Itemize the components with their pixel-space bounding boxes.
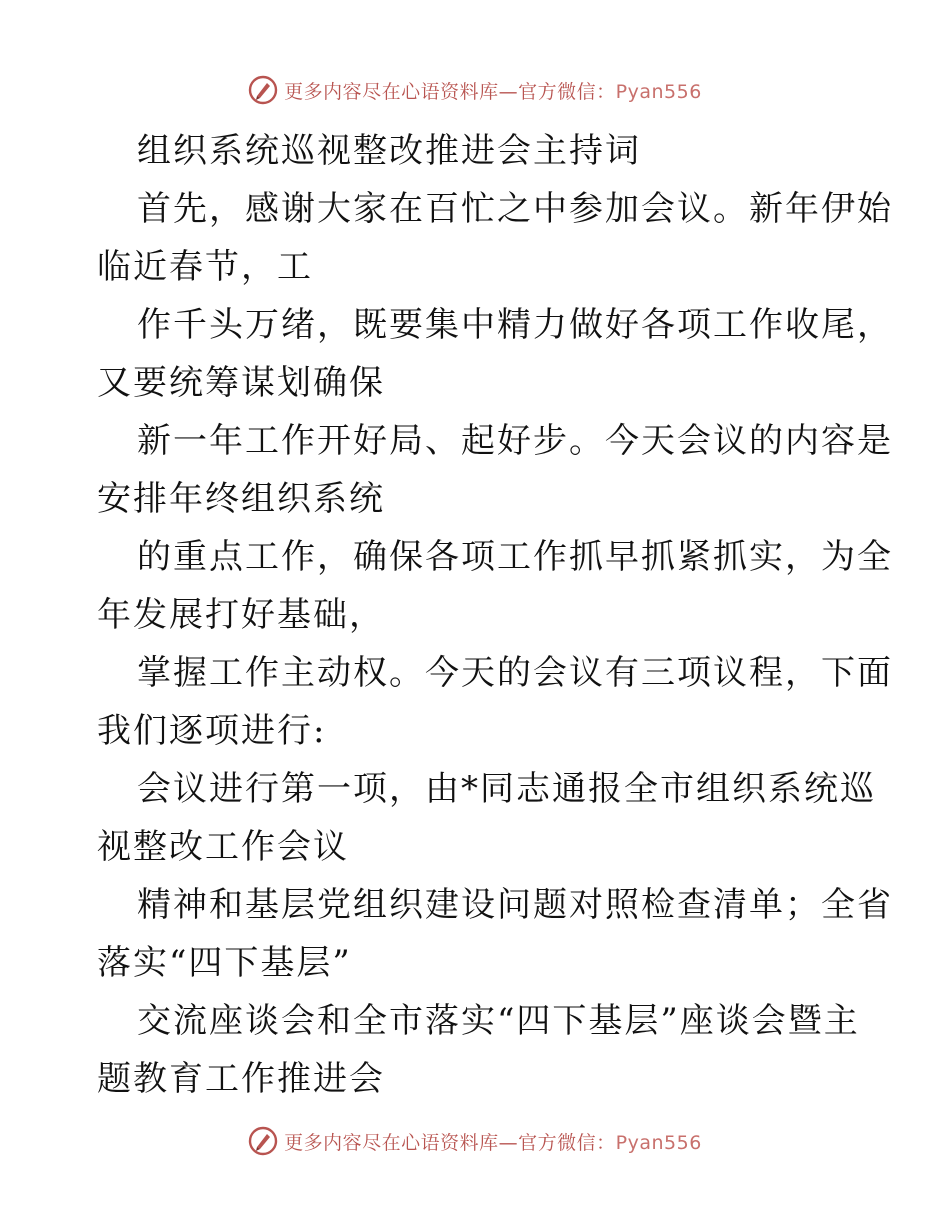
text-line: 视整改工作会议 <box>97 827 349 867</box>
text-line: 组织系统巡视整改推进会主持词 <box>137 131 641 171</box>
text-line: 落实“四下基层” <box>97 943 352 983</box>
text-line: 临近春节，工 <box>97 247 313 287</box>
text-line: 新一年工作开好局、起好步。今天会议的内容是 <box>137 421 893 461</box>
text-line: 作千头万绪，既要集中精力做好各项工作收尾， <box>137 305 893 345</box>
banner-text: 更多内容尽在心语资料库—官方微信：Pyan556 <box>284 80 702 103</box>
text-line: 交流座谈会和全市落实“四下基层”座谈会暨主 <box>137 1001 860 1041</box>
text-line: 精神和基层党组织建设问题对照检查清单；全省 <box>137 885 893 925</box>
wechat-id: Pyan556 <box>615 80 702 103</box>
text-line: 掌握工作主动权。今天的会议有三项议程，下面 <box>137 653 893 693</box>
document-body <box>97 122 893 1108</box>
pen-logo-icon <box>248 1126 278 1156</box>
text-line: 的重点工作，确保各项工作抓早抓紧抓实，为全 <box>137 537 893 577</box>
header-banner <box>0 70 950 110</box>
footer-banner <box>0 1121 950 1161</box>
text-line: 安排年终组织系统 <box>97 479 385 519</box>
banner-text: 更多内容尽在心语资料库—官方微信：Pyan556 <box>284 1131 702 1154</box>
pen-logo-icon <box>248 75 278 105</box>
text-line: 年发展打好基础， <box>97 595 385 635</box>
text-line: 又要统筹谋划确保 <box>97 363 385 403</box>
wechat-id: Pyan556 <box>615 1131 702 1154</box>
text-line: 我们逐项进行: <box>97 711 327 751</box>
text-line: 题教育工作推进会 <box>97 1059 385 1099</box>
text-line: 会议进行第一项，由*同志通报全市组织系统巡 <box>137 769 876 809</box>
text-line: 首先，感谢大家在百忙之中参加会议。新年伊始 <box>137 189 893 229</box>
